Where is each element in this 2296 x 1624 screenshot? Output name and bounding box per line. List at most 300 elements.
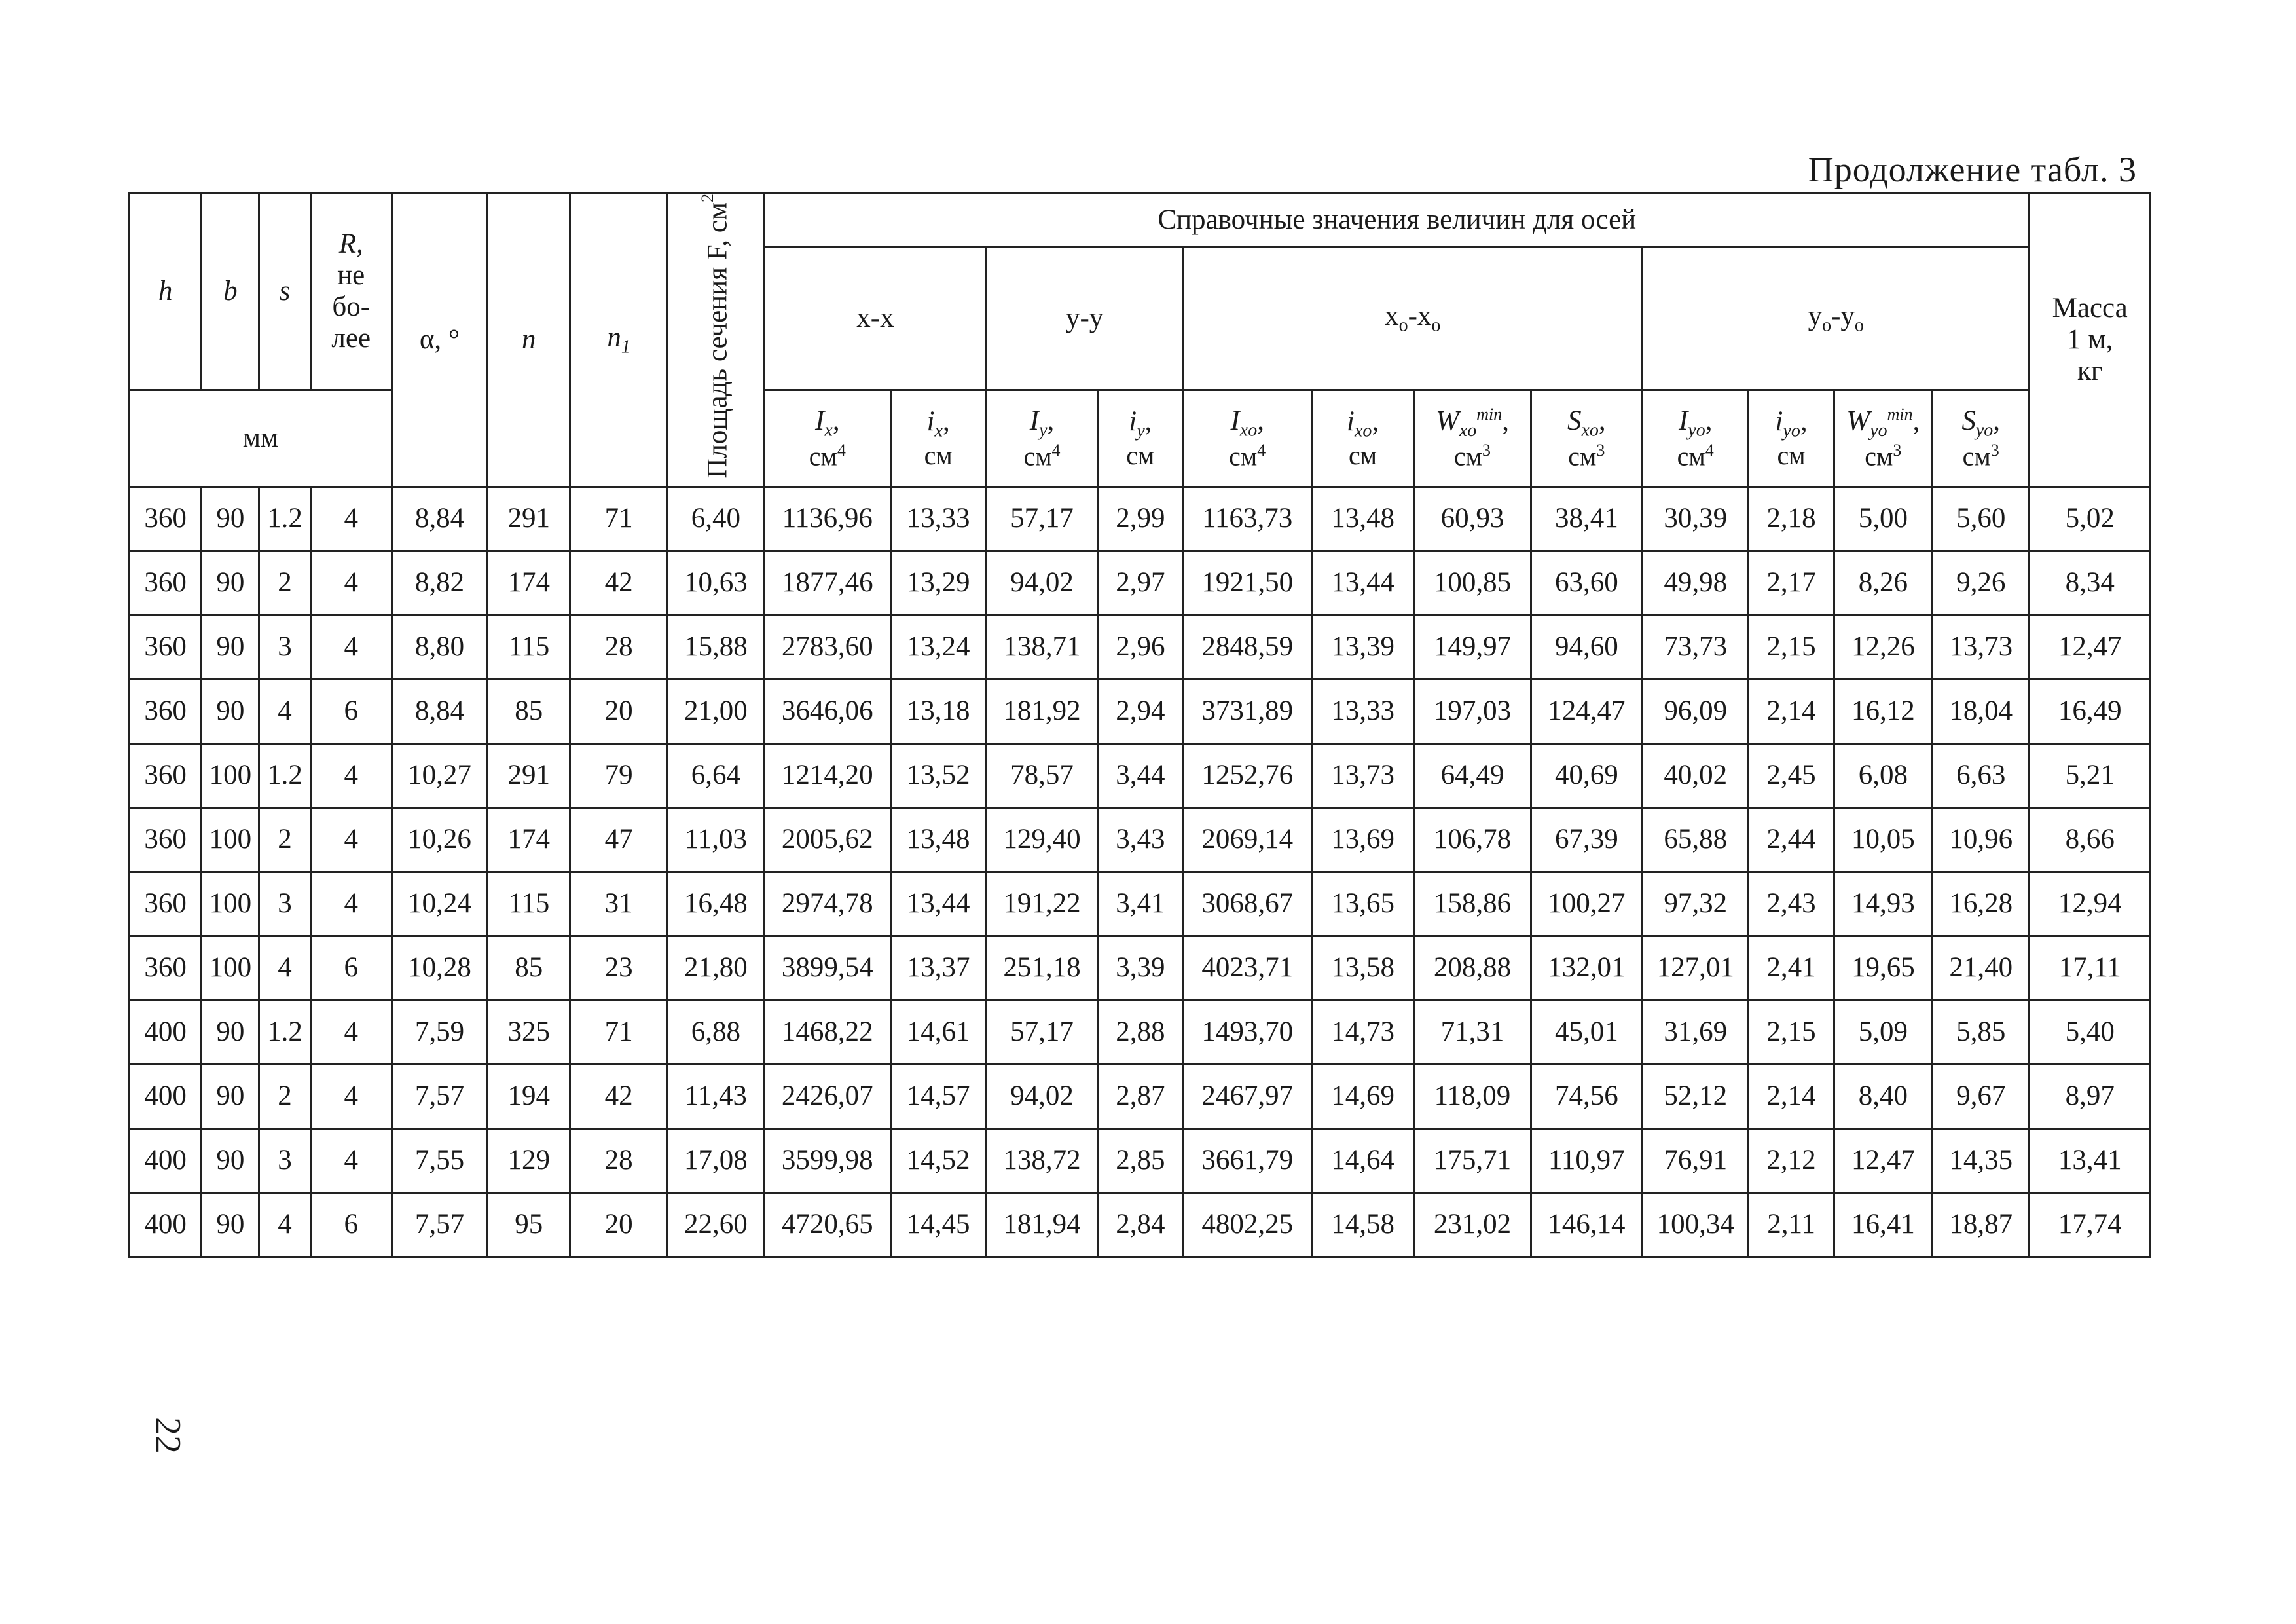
col-symbol-header: $W_{yo}^{min}$, $см^3$ xyxy=(1834,390,1932,487)
table-cell: 158,86 xyxy=(1414,872,1531,936)
table-cell: 13,65 xyxy=(1311,872,1413,936)
table-cell: 7,59 xyxy=(392,1000,487,1064)
table-cell: 23 xyxy=(570,936,667,1000)
col-symbol-header: $W_{xo}^{min}$, $см^3$ xyxy=(1414,390,1531,487)
table-cell: 52,12 xyxy=(1643,1064,1749,1128)
table-cell: 400 xyxy=(130,1192,202,1257)
table-cell: 94,60 xyxy=(1531,615,1642,679)
table-cell: 42 xyxy=(570,1064,667,1128)
table-cell: 4 xyxy=(310,615,392,679)
table-cell: 5,09 xyxy=(1834,1000,1932,1064)
table-cell: 360 xyxy=(130,487,202,551)
table-cell: 9,26 xyxy=(1932,551,2029,615)
table-cell: 132,01 xyxy=(1531,936,1642,1000)
table-cell: 63,60 xyxy=(1531,551,1642,615)
table-cell: 94,02 xyxy=(986,551,1097,615)
axis-y0-header xyxy=(1643,247,2030,390)
table-cell: 14,57 xyxy=(890,1064,986,1128)
table-cell: 3646,06 xyxy=(765,679,890,743)
table-cell: 197,03 xyxy=(1414,679,1531,743)
table-cell: 10,96 xyxy=(1932,807,2029,872)
table-cell: 13,37 xyxy=(890,936,986,1000)
table-cell: 2,18 xyxy=(1749,487,1834,551)
table-row xyxy=(130,1064,2151,1128)
axis-xx-header: x-x xyxy=(765,247,987,390)
table-cell: 13,29 xyxy=(890,551,986,615)
table-cell: 4 xyxy=(310,807,392,872)
table-cell: 28 xyxy=(570,1128,667,1192)
table-cell: 4 xyxy=(310,743,392,807)
table-cell: 100 xyxy=(202,872,259,936)
col-n-header: n xyxy=(488,193,570,487)
table-cell: 400 xyxy=(130,1064,202,1128)
table-cell: 21,40 xyxy=(1932,936,2029,1000)
table-cell: 4 xyxy=(310,1064,392,1128)
table-cell: 5,21 xyxy=(2030,743,2151,807)
page-number: 22 xyxy=(147,1417,188,1454)
table-cell: 1921,50 xyxy=(1183,551,1311,615)
table-cell: 208,88 xyxy=(1414,936,1531,1000)
area-label xyxy=(698,194,734,479)
table-cell: 3 xyxy=(259,1128,310,1192)
table-cell: 76,91 xyxy=(1643,1128,1749,1192)
table-cell: 2783,60 xyxy=(765,615,890,679)
table-cell: 71 xyxy=(570,1000,667,1064)
table-cell: 181,94 xyxy=(986,1192,1097,1257)
table-cell: 291 xyxy=(488,743,570,807)
table-cell: 3,44 xyxy=(1098,743,1183,807)
table-row xyxy=(130,743,2151,807)
table-cell: 42 xyxy=(570,551,667,615)
table-cell: 6,08 xyxy=(1834,743,1932,807)
table-cell: 8,84 xyxy=(392,679,487,743)
table-cell: 174 xyxy=(488,551,570,615)
table-cell: 17,11 xyxy=(2030,936,2151,1000)
table-cell: 6,64 xyxy=(667,743,764,807)
table-cell: 2,15 xyxy=(1749,615,1834,679)
table-cell: 49,98 xyxy=(1643,551,1749,615)
r-line4: лее xyxy=(331,323,371,354)
table-cell: 4 xyxy=(259,679,310,743)
col-b-header: b xyxy=(202,193,259,390)
table-cell: 2426,07 xyxy=(765,1064,890,1128)
table-cell: 4 xyxy=(259,936,310,1000)
table-cell: 127,01 xyxy=(1643,936,1749,1000)
table-cell: 14,69 xyxy=(1311,1064,1413,1128)
table-cell: 65,88 xyxy=(1643,807,1749,872)
table-cell: 181,92 xyxy=(986,679,1097,743)
table-cell: 2 xyxy=(259,807,310,872)
col-symbol-header: $I_{yo}$, $см^4$ xyxy=(1643,390,1749,487)
table-cell: 90 xyxy=(202,1000,259,1064)
table-cell: 100 xyxy=(202,807,259,872)
header-row-1 xyxy=(130,193,2151,247)
table-cell: 40,69 xyxy=(1531,743,1642,807)
table-cell: 2,87 xyxy=(1098,1064,1183,1128)
axis-yy-header: y-y xyxy=(986,247,1183,390)
area-sup: 2 xyxy=(698,194,718,202)
axis-y0-sub2: o xyxy=(1854,315,1864,336)
table-cell: 90 xyxy=(202,487,259,551)
table-cell: 2,44 xyxy=(1749,807,1834,872)
table-cell: 2,17 xyxy=(1749,551,1834,615)
table-cell: 3,39 xyxy=(1098,936,1183,1000)
table-cell: 14,45 xyxy=(890,1192,986,1257)
table-cell: 13,18 xyxy=(890,679,986,743)
table-cell: 2,94 xyxy=(1098,679,1183,743)
table-cell: 21,00 xyxy=(667,679,764,743)
table-cell: 2,15 xyxy=(1749,1000,1834,1064)
table-cell: 3068,67 xyxy=(1183,872,1311,936)
table-cell: 106,78 xyxy=(1414,807,1531,872)
table-cell: 10,26 xyxy=(392,807,487,872)
table-cell: 231,02 xyxy=(1414,1192,1531,1257)
table-cell: 6 xyxy=(310,936,392,1000)
table-cell: 1136,96 xyxy=(765,487,890,551)
table-cell: 85 xyxy=(488,679,570,743)
table-cell: 100 xyxy=(202,743,259,807)
axis-x0-header xyxy=(1183,247,1643,390)
table-cell: 47 xyxy=(570,807,667,872)
table-cell: 79 xyxy=(570,743,667,807)
table-cell: 22,60 xyxy=(667,1192,764,1257)
table-cell: 13,44 xyxy=(1311,551,1413,615)
table-cell: 5,02 xyxy=(2030,487,2151,551)
table-cell: 90 xyxy=(202,615,259,679)
col-h-header: h xyxy=(130,193,202,390)
table-cell: 8,97 xyxy=(2030,1064,2151,1128)
table-cell: 2848,59 xyxy=(1183,615,1311,679)
table-cell: 2,14 xyxy=(1749,1064,1834,1128)
table-cell: 40,02 xyxy=(1643,743,1749,807)
table-cell: 3 xyxy=(259,615,310,679)
table-cell: 138,72 xyxy=(986,1128,1097,1192)
table-cell: 7,57 xyxy=(392,1192,487,1257)
table-cell: 10,63 xyxy=(667,551,764,615)
table-cell: 18,04 xyxy=(1932,679,2029,743)
table-caption: Продолжение табл. 3 xyxy=(1808,150,2137,189)
table-cell: 400 xyxy=(130,1000,202,1064)
table-cell: 8,84 xyxy=(392,487,487,551)
table-cell: 2,14 xyxy=(1749,679,1834,743)
table-row xyxy=(130,487,2151,551)
table-cell: 2974,78 xyxy=(765,872,890,936)
table-cell: 100,27 xyxy=(1531,872,1642,936)
table-cell: 100,85 xyxy=(1414,551,1531,615)
mass-line2: 1 м, xyxy=(2067,323,2113,355)
table-cell: 4 xyxy=(310,487,392,551)
table-cell: 291 xyxy=(488,487,570,551)
table-cell: 13,73 xyxy=(1932,615,2029,679)
table-cell: 19,65 xyxy=(1834,936,1932,1000)
data-table xyxy=(128,192,2151,1258)
table-cell: 20 xyxy=(570,679,667,743)
table-cell: 13,69 xyxy=(1311,807,1413,872)
table-cell: 2005,62 xyxy=(765,807,890,872)
table-cell: 1468,22 xyxy=(765,1000,890,1064)
table-cell: 13,48 xyxy=(1311,487,1413,551)
ref-group-header: Справочные значения величин для осей xyxy=(765,193,2030,247)
table-cell: 5,00 xyxy=(1834,487,1932,551)
table-cell: 71,31 xyxy=(1414,1000,1531,1064)
col-symbol-header: $I_x$, $см^4$ xyxy=(765,390,890,487)
table-cell: 13,52 xyxy=(890,743,986,807)
table-row xyxy=(130,1000,2151,1064)
table-cell: 3599,98 xyxy=(765,1128,890,1192)
axis-x0-sub2: o xyxy=(1431,315,1441,336)
r-line2: не xyxy=(337,259,365,291)
col-symbol-header: $i_{xo}$, см xyxy=(1311,390,1413,487)
axis-y0-b: -y xyxy=(1831,301,1855,332)
table-cell: 13,24 xyxy=(890,615,986,679)
table-cell: 90 xyxy=(202,1064,259,1128)
n1-symbol: n xyxy=(607,322,621,353)
table-cell: 10,27 xyxy=(392,743,487,807)
table-cell: 3731,89 xyxy=(1183,679,1311,743)
table-cell: 6 xyxy=(310,1192,392,1257)
table-cell: 4 xyxy=(310,1000,392,1064)
table-cell: 94,02 xyxy=(986,1064,1097,1128)
table-cell: 251,18 xyxy=(986,936,1097,1000)
table-cell: 14,93 xyxy=(1834,872,1932,936)
table-cell: 100,34 xyxy=(1643,1192,1749,1257)
table-cell: 3 xyxy=(259,872,310,936)
table-cell: 4023,71 xyxy=(1183,936,1311,1000)
r-line3: бо- xyxy=(332,291,371,322)
table-cell: 17,74 xyxy=(2030,1192,2151,1257)
table-cell: 15,88 xyxy=(667,615,764,679)
table-cell: 31,69 xyxy=(1643,1000,1749,1064)
table-cell: 14,73 xyxy=(1311,1000,1413,1064)
mass-line3: кг xyxy=(2077,355,2103,386)
table-cell: 360 xyxy=(130,872,202,936)
table-cell: 2,43 xyxy=(1749,872,1834,936)
table-cell: 325 xyxy=(488,1000,570,1064)
col-symbol-header: $S_{yo}$, $см^3$ xyxy=(1932,390,2029,487)
col-symbol-header: $I_y$, $см^4$ xyxy=(986,390,1097,487)
table-cell: 14,52 xyxy=(890,1128,986,1192)
table-cell: 2,99 xyxy=(1098,487,1183,551)
table-cell: 400 xyxy=(130,1128,202,1192)
table-cell: 2,85 xyxy=(1098,1128,1183,1192)
table-cell: 85 xyxy=(488,936,570,1000)
table-cell: 16,41 xyxy=(1834,1192,1932,1257)
table-cell: 16,28 xyxy=(1932,872,2029,936)
table-cell: 8,26 xyxy=(1834,551,1932,615)
table-cell: 9,67 xyxy=(1932,1064,2029,1128)
table-cell: 13,39 xyxy=(1311,615,1413,679)
n1-subscript: 1 xyxy=(621,337,630,358)
table-cell: 360 xyxy=(130,679,202,743)
table-cell: 2069,14 xyxy=(1183,807,1311,872)
table-cell: 115 xyxy=(488,615,570,679)
table-cell: 4720,65 xyxy=(765,1192,890,1257)
table-cell: 6,40 xyxy=(667,487,764,551)
area-text: Площадь сечения F, см xyxy=(702,202,733,479)
table-cell: 10,28 xyxy=(392,936,487,1000)
table-cell: 90 xyxy=(202,1128,259,1192)
table-cell: 17,08 xyxy=(667,1128,764,1192)
table-cell: 71 xyxy=(570,487,667,551)
table-cell: 7,57 xyxy=(392,1064,487,1128)
table-cell: 8,66 xyxy=(2030,807,2151,872)
table-cell: 2,96 xyxy=(1098,615,1183,679)
table-cell: 146,14 xyxy=(1531,1192,1642,1257)
axis-x0-b: -x xyxy=(1408,301,1432,332)
axis-y0-a: y xyxy=(1808,301,1823,332)
col-symbol-header: $i_y$, см xyxy=(1098,390,1183,487)
table-cell: 4802,25 xyxy=(1183,1192,1311,1257)
table-cell: 16,48 xyxy=(667,872,764,936)
table-cell: 360 xyxy=(130,551,202,615)
table-cell: 2,45 xyxy=(1749,743,1834,807)
table-cell: 2,12 xyxy=(1749,1128,1834,1192)
table-cell: 74,56 xyxy=(1531,1064,1642,1128)
table-cell: 2 xyxy=(259,551,310,615)
table-cell: 10,05 xyxy=(1834,807,1932,872)
table-cell: 28 xyxy=(570,615,667,679)
axis-x0-sub1: o xyxy=(1398,315,1408,336)
table-cell: 21,80 xyxy=(667,936,764,1000)
axis-y0-sub1: o xyxy=(1822,315,1832,336)
table-cell: 30,39 xyxy=(1643,487,1749,551)
table-row xyxy=(130,679,2151,743)
table-cell: 90 xyxy=(202,679,259,743)
table-cell: 18,87 xyxy=(1932,1192,2029,1257)
col-symbol-header: $I_{xo}$, $см^4$ xyxy=(1183,390,1311,487)
table-cell: 1.2 xyxy=(259,1000,310,1064)
col-symbol-header: $i_x$, см xyxy=(890,390,986,487)
table-cell: 118,09 xyxy=(1414,1064,1531,1128)
table-cell: 4 xyxy=(310,872,392,936)
table-cell: 11,43 xyxy=(667,1064,764,1128)
table-cell: 97,32 xyxy=(1643,872,1749,936)
table-cell: 6 xyxy=(310,679,392,743)
table-cell: 8,80 xyxy=(392,615,487,679)
table-cell: 60,93 xyxy=(1414,487,1531,551)
col-area-header xyxy=(667,193,764,487)
table-cell: 90 xyxy=(202,1192,259,1257)
table-cell: 13,58 xyxy=(1311,936,1413,1000)
col-alpha-header: α, ° xyxy=(392,193,487,487)
table-cell: 14,64 xyxy=(1311,1128,1413,1192)
table-cell: 3899,54 xyxy=(765,936,890,1000)
table-cell: 1877,46 xyxy=(765,551,890,615)
table-row xyxy=(130,936,2151,1000)
table-row xyxy=(130,551,2151,615)
table-cell: 10,24 xyxy=(392,872,487,936)
table-cell: 175,71 xyxy=(1414,1128,1531,1192)
table-cell: 360 xyxy=(130,615,202,679)
table-cell: 6,63 xyxy=(1932,743,2029,807)
table-cell: 12,94 xyxy=(2030,872,2151,936)
table-cell: 2,84 xyxy=(1098,1192,1183,1257)
table-cell: 13,41 xyxy=(2030,1128,2151,1192)
table-cell: 96,09 xyxy=(1643,679,1749,743)
table-cell: 115 xyxy=(488,872,570,936)
col-n1-header xyxy=(570,193,667,487)
table-cell: 3661,79 xyxy=(1183,1128,1311,1192)
table-cell: 1214,20 xyxy=(765,743,890,807)
table-cell: 13,33 xyxy=(1311,679,1413,743)
table-cell: 2,97 xyxy=(1098,551,1183,615)
r-symbol: R, xyxy=(338,228,363,259)
table-cell: 1.2 xyxy=(259,743,310,807)
table-row xyxy=(130,1192,2151,1257)
table-cell: 8,82 xyxy=(392,551,487,615)
table-cell: 149,97 xyxy=(1414,615,1531,679)
mass-line1: Масса xyxy=(2052,292,2128,323)
table-cell: 14,58 xyxy=(1311,1192,1413,1257)
table-cell: 4 xyxy=(310,1128,392,1192)
table-cell: 12,26 xyxy=(1834,615,1932,679)
table-cell: 14,61 xyxy=(890,1000,986,1064)
table-cell: 95 xyxy=(488,1192,570,1257)
table-cell: 45,01 xyxy=(1531,1000,1642,1064)
col-mass-header xyxy=(2030,193,2151,487)
table-cell: 13,33 xyxy=(890,487,986,551)
table-cell: 12,47 xyxy=(1834,1128,1932,1192)
table-cell: 73,73 xyxy=(1643,615,1749,679)
table-cell: 1163,73 xyxy=(1183,487,1311,551)
table-cell: 64,49 xyxy=(1414,743,1531,807)
table-cell: 67,39 xyxy=(1531,807,1642,872)
table-cell: 4 xyxy=(259,1192,310,1257)
table-cell: 16,49 xyxy=(2030,679,2151,743)
table-body xyxy=(130,487,2151,1257)
table-cell: 2467,97 xyxy=(1183,1064,1311,1128)
table-cell: 5,60 xyxy=(1932,487,2029,551)
table-cell: 129 xyxy=(488,1128,570,1192)
col-r-header xyxy=(310,193,392,390)
table-cell: 57,17 xyxy=(986,487,1097,551)
table-cell: 138,71 xyxy=(986,615,1097,679)
table-cell: 20 xyxy=(570,1192,667,1257)
table-cell: 14,35 xyxy=(1932,1128,2029,1192)
table-cell: 2,11 xyxy=(1749,1192,1834,1257)
table-cell: 2,88 xyxy=(1098,1000,1183,1064)
table-cell: 31 xyxy=(570,872,667,936)
table-cell: 129,40 xyxy=(986,807,1097,872)
table-cell: 13,48 xyxy=(890,807,986,872)
table-cell: 5,85 xyxy=(1932,1000,2029,1064)
table-cell: 38,41 xyxy=(1531,487,1642,551)
col-symbol-header: $i_{yo}$, см xyxy=(1749,390,1834,487)
table-row xyxy=(130,1128,2151,1192)
table-cell: 78,57 xyxy=(986,743,1097,807)
table-row xyxy=(130,807,2151,872)
table-cell: 57,17 xyxy=(986,1000,1097,1064)
col-symbol-header: $S_{xo}$, $см^3$ xyxy=(1531,390,1642,487)
axis-x0-a: x xyxy=(1385,301,1399,332)
table-cell: 5,40 xyxy=(2030,1000,2151,1064)
table-cell: 360 xyxy=(130,807,202,872)
table-cell: 12,47 xyxy=(2030,615,2151,679)
table-cell: 194 xyxy=(488,1064,570,1128)
table-cell: 4 xyxy=(310,551,392,615)
table-cell: 1493,70 xyxy=(1183,1000,1311,1064)
table-cell: 7,55 xyxy=(392,1128,487,1192)
mm-unit-header: мм xyxy=(130,390,392,487)
table-cell: 100 xyxy=(202,936,259,1000)
table-cell: 11,03 xyxy=(667,807,764,872)
table-cell: 6,88 xyxy=(667,1000,764,1064)
table-cell: 110,97 xyxy=(1531,1128,1642,1192)
table-cell: 13,44 xyxy=(890,872,986,936)
table-cell: 16,12 xyxy=(1834,679,1932,743)
table-cell: 3,43 xyxy=(1098,807,1183,872)
table-cell: 13,73 xyxy=(1311,743,1413,807)
